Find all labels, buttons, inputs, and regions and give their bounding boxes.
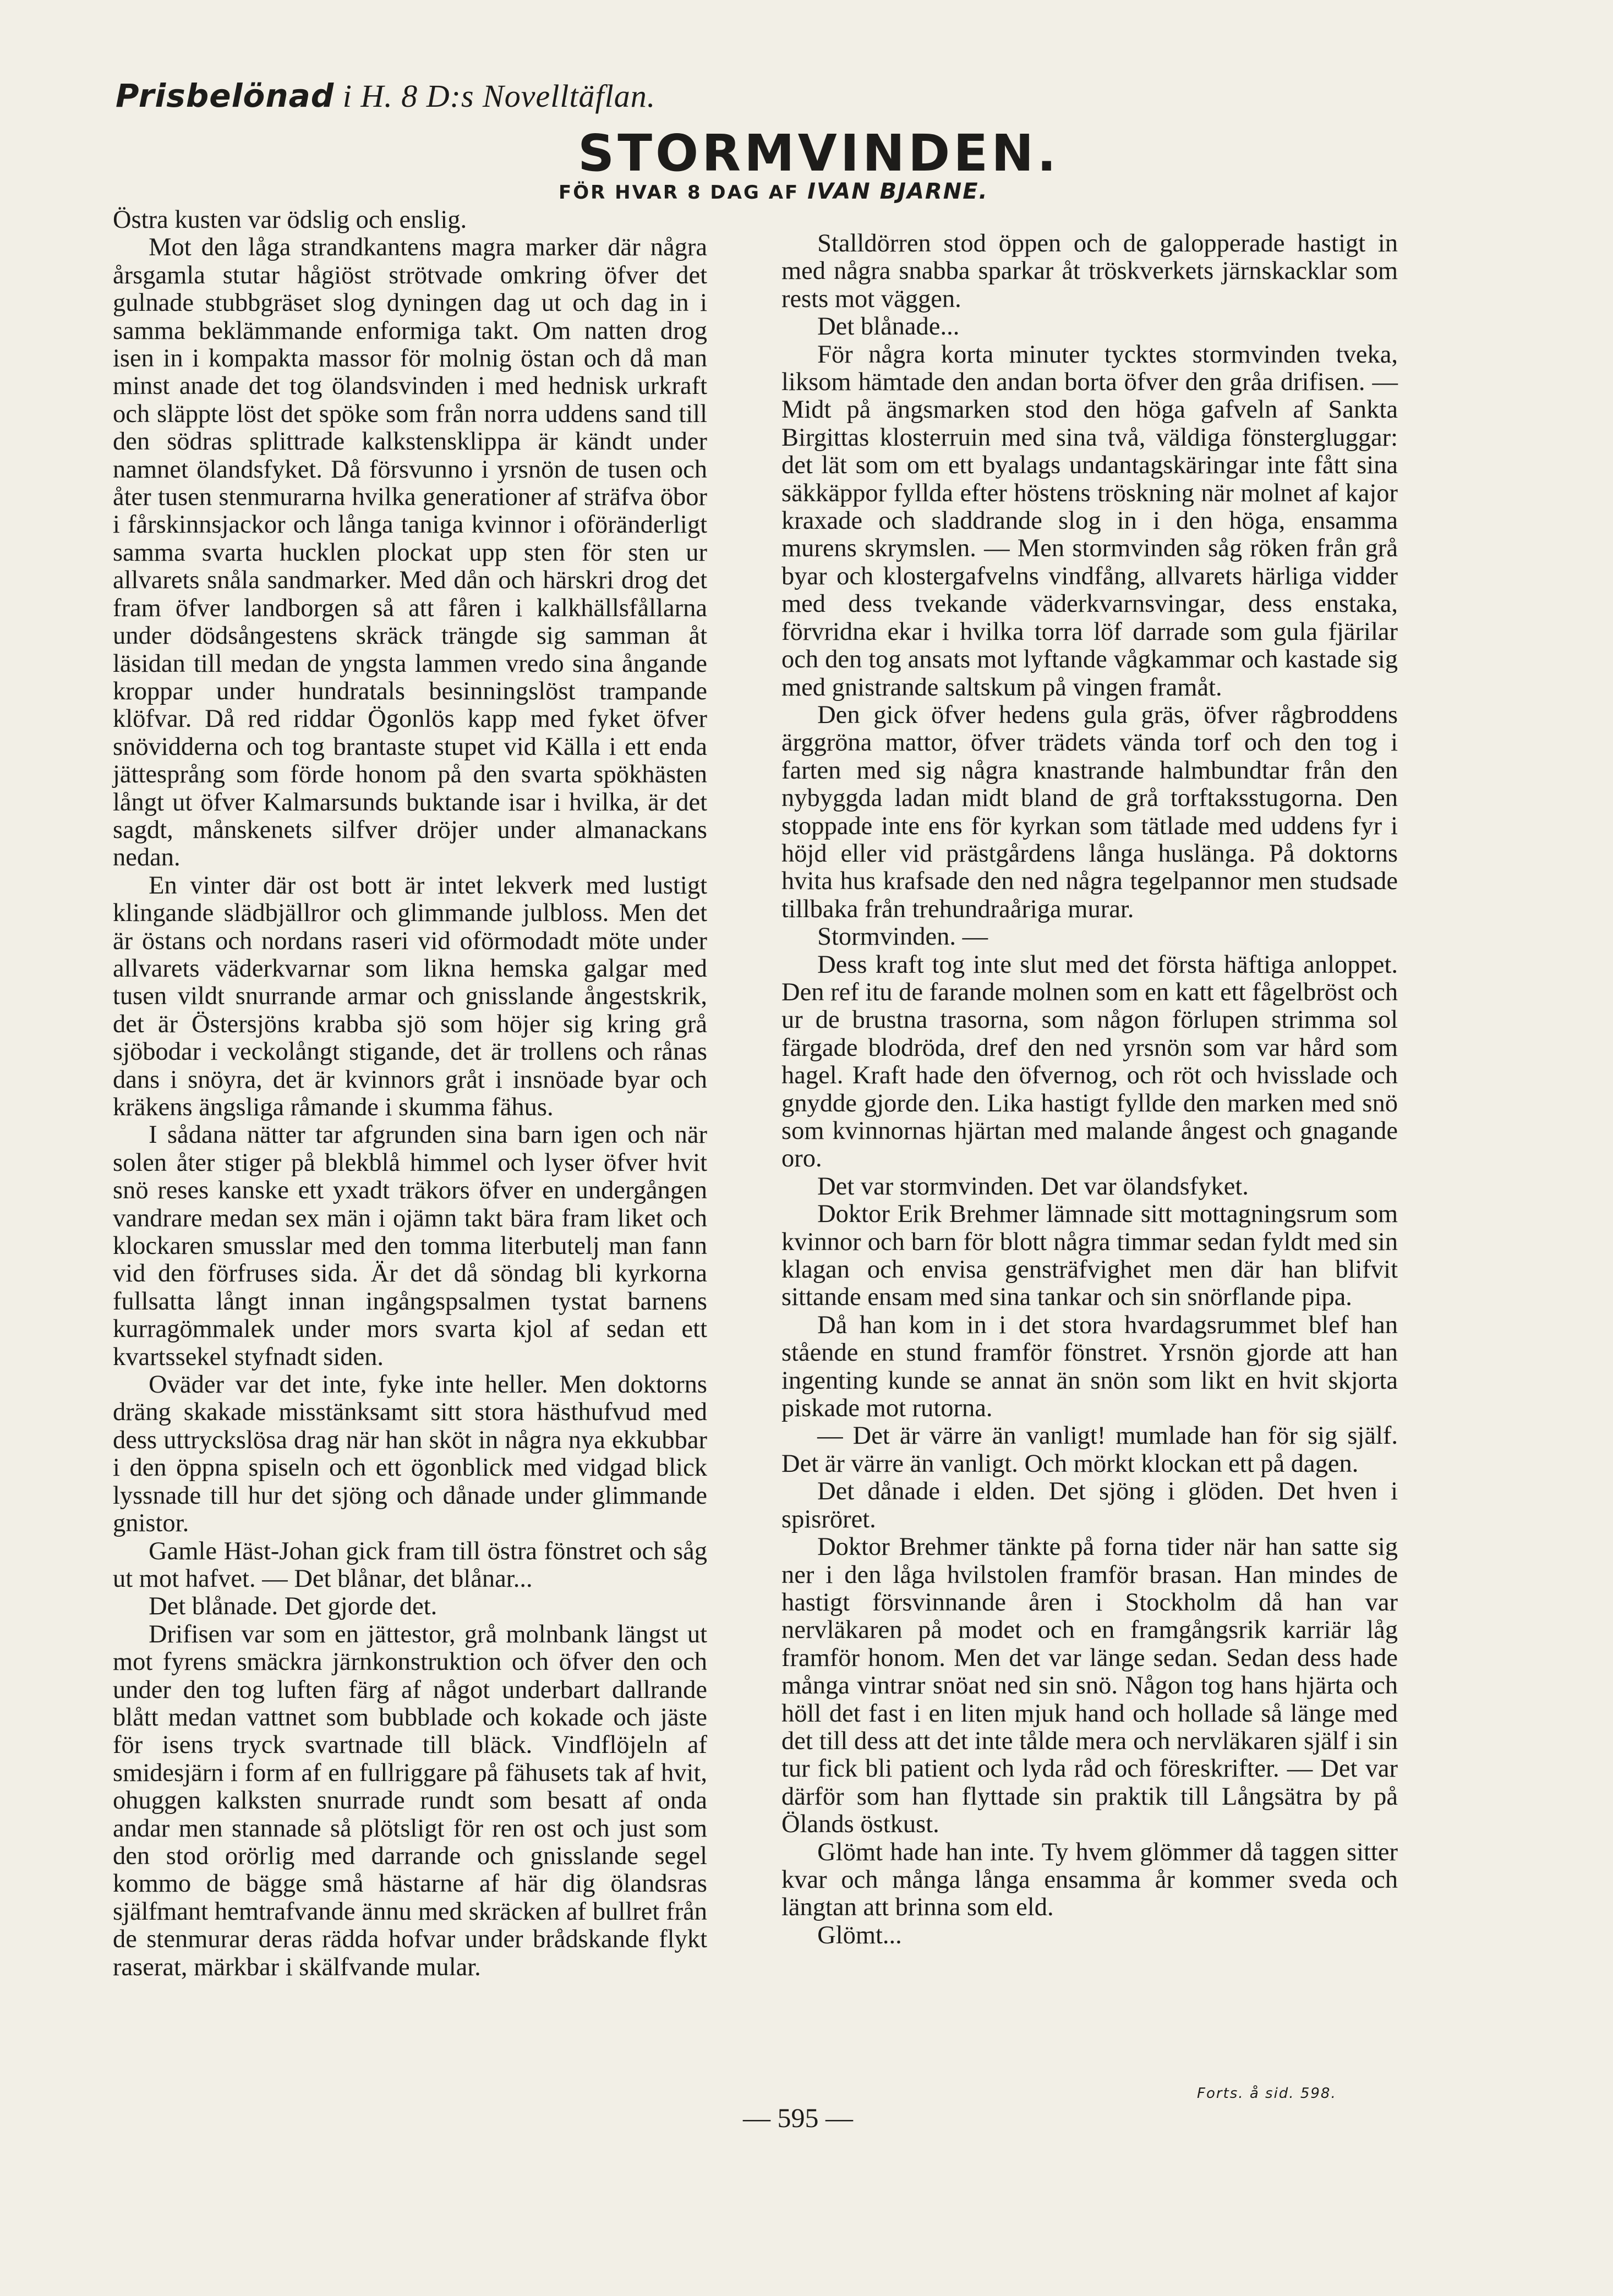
page-number: — 595 —: [743, 2102, 853, 2133]
paragraph: Då han kom in i det stora hvardagsrummet blef han stående en stund framför fönstret. Yrsnön gjorde att han ingenting kunde se annat än snön som likt en hvit skjorta piskade mot rutorna.: [781, 1311, 1398, 1423]
prize-label: Prisbelönad: [116, 77, 335, 114]
paragraph: Stalldörren stod öppen och de galopperade hastigt in med några snabba sparkar åt tröskverkets järnskacklar som rests mot väggen.: [781, 229, 1398, 313]
story-title: STORMVINDEN.: [578, 124, 1060, 183]
paragraph: En vinter där ost bott är intet lekverk med lustigt klingande slädbjällror och glimmande julbloss. Men det är östans och nordans raseri vid oförmodadt möte under allvarets väderkvarnar som likna hemska galgar med tusen vildt snurrande armar och gnisslande ångestskrik, det är Östersjöns krabba sjö som höjer sig kring grå sjöbodar i veckolångt stigande, det är trollens och rånas dans i snöyra, det är kvinnors gråt i insnöade byar och kräkens ängsliga råmande i skumma fähus.: [113, 871, 707, 1121]
paragraph: Drifisen var som en jättestor, grå molnbank längst ut mot fyrens smäckra järnkonstruktion och öfver den och under den tog luften färg af något underbart dallrande blått medan vattnet som bubblade och kokade och jäste för isens tryck svartnade till bläck. Vindflöjeln af smidesjärn i form af en fullriggare på fähusets tak af hvit, ohuggen kalksten snurrade rundt som besatt af onda andar men stannade så plötsligt för ren ost och just som den stod orörlig med darrande och gnisslande segel kommo de bägge små hästarne af här dig ölandsras själfmant hemtrafvande ännu med skräcken af bullret från de stenmurar deras rädda hofvar under brådskande flykt raserat, märkbar i skälfvande mular.: [113, 1620, 707, 1981]
paragraph: Den gick öfver hedens gula gräs, öfver rågbroddens ärggröna mattor, öfver trädets vända torf och den tog i farten med sig några knastrande halmbundtar från den nybyggda ladan midt bland de grå torftaksstugorna. Den stoppade inte ens för kyrkan som tätlade med uddens fyr i höjd eller vid prästgårdens långa huslänga. På doktorns hvita hus krafsade den ned några tegelpannor men studsade tillbaka från trehundraåriga murar.: [781, 700, 1398, 923]
paragraph: Det blånade...: [817, 313, 960, 341]
paragraph: Glömt...: [817, 1921, 902, 1949]
paragraph: Det var stormvinden. Det var ölandsfyket.: [817, 1172, 1249, 1201]
paragraph: Doktor Brehmer tänkte på forna tider när han satte sig ner i den låga hvilstolen framför brasan. Han mindes de hastigt försvinnande åren i Stockholm då han var nervläkaren på modet och en framgångsrik karriär låg framför honom. Men det var länge sedan. Sedan dess hade många vintrar snöat ned sin snö. Någon tog hans hjärta och höll det fast i en liten mjuk hand och hollade så länge med det till dess att det inte tålde mera och nervläkaren själf i sin tur fick bli patient och lyda råd och föreskrifter. — Det var därför som han flyttade sin praktik till Långsätra by på Ölands östkust.: [781, 1533, 1398, 1839]
byline-prefix: FÖR HVAR 8 DAG AF: [559, 182, 800, 204]
paragraph: I sådana nätter tar afgrunden sina barn igen och när solen åter stiger på blekblå himmel och lyser öfver hvit snö reses kanske ett yxadt träkors öfver en undergången vandrare medan sex män i ojämn takt bära fram liket och klockaren smusslar med den tomma literbutelj man fann vid den förfruses sida. Är det då söndag bli kyrkorna fullsatta långt innan ingångspsalmen tystat barnens kurragömmalek under mors svarta kjol af sedan ett kvartssekel styfnadt siden.: [113, 1121, 707, 1371]
paragraph: Oväder var det inte, fyke inte heller. Men doktorns dräng skakade misstänksamt sitt stora hästhufvud med dess uttryckslösa drag när han sköt in några nya ekkubbar i den öppna spiseln och ett ögonblick med vidgad blick lyssnade till hur det sjöng och dånade under glimmande gnistor.: [113, 1371, 707, 1538]
paragraph: Doktor Erik Brehmer lämnade sitt mottagningsrum som kvinnor och barn för blott några timmar sedan fyldt med sin klagan och envisa gensträfvighet men där han blifvit sittande ensam med sina tankar och sin snörflande pipa.: [781, 1200, 1398, 1312]
byline: [559, 179, 1335, 204]
paragraph: Dess kraft tog inte slut med det första häftiga anloppet. Den ref itu de farande molnen som en katt ett fågelbröst och ur de brustna trasorna, som någon förlupen strimma sol färgade blodröda, dref den ned yrsnön som var hård som hagel. Kraft hade den öfvernog, och röt och hvisslade och gnydde gjorde den. Lika hastigt fyllde den marken med snö som kvinnornas hjärtan med malande ångest och gnagande oro.: [781, 950, 1398, 1173]
author-name: IVAN BJARNE.: [807, 179, 988, 204]
running-head: [116, 77, 655, 114]
paragraph: Gamle Häst-Johan gick fram till östra fönstret och såg ut mot hafvet. — Det blånar, det blånar...: [113, 1537, 707, 1593]
paragraph: Mot den låga strandkantens magra marker där några årsgamla stutar hågiöst strötvade omkring öfver det gulnade stubbgräset slog dyningen dag ut och dag in i samma beklämmande enformiga takt. Om natten drog isen in i kompakta massor för molnig östan och då man minst anade det tog ölandsvinden i med hednisk urkraft och släppte löst det spöke som från norra uddens sand till den södras splittrade kalkstensklippa är kändt under namnet ölandsfyket. Då försvunno i yrsnön de tusen och åter tusen stenmurarna hvilka generationer af sträfva öbor i fårskinnsjackor och långa taniga kvinnor i oföränderligt samma svarta hucklen plockat upp sten för sten ur allvarets snåla sandmarker. Med dån och härskri drog det fram öfver landborgen så att fåren i kalkhällsfållarna under dödsångestens skräck trängde sig samman åt läsidan till medan de yngsta lammen vredo sina ångande kroppar under hundratals besinningslöst trampande klöfvar. Då red riddar Ögonlös kapp med fyket öfver snövidderna och tog brantaste stupet vid Källa i ett enda jättesprång som förde honom på den svarta spökhästen långt ut öfver Kalmarsunds buktande isar i hvilka, är det sagdt, månskenets silfver dröjer under almanackans nedan.: [113, 233, 707, 872]
paragraph: Det dånade i elden. Det sjöng i glöden. Det hven i spisröret.: [781, 1477, 1398, 1533]
paragraph: Stormvinden. —: [817, 923, 988, 951]
right-column: [781, 230, 1398, 1949]
running-head-rest: i H. 8 D:s Novelltäflan.: [342, 78, 656, 114]
paragraph: Östra kusten var ödslig och enslig.: [113, 206, 467, 234]
paragraph: Glömt hade han inte. Ty hvem glömmer då taggen sitter kvar och många långa ensamma år kommer sveda och längtan att brinna som eld.: [781, 1838, 1398, 1922]
paragraph: För några korta minuter tycktes stormvinden tveka, liksom hämtade den andan borta öfver den gråa drifisen. — Midt på ängsmarken stod den höga gafveln af Sankta Birgittas klosterruin med sina två, väldiga fönstergluggar: det lät som om ett byalags undantagskäringar inte fått sina säkkäppor fyllda efter höstens tröskning när molnet af kajor kraxade och sladdrande slog in i den höga, ensamma murens skrymslen. — Men stormvinden såg röken från grå byar och klostergafvelns vindfång, allvarets härliga vidder med dess tvekande väderkvarnsvingar, dess enstaka, förvridna ekar i hvilka torra löf darrade som gula fjärilar och den tog ansats mot lyftande vågkammar och kastade sig med gnistrande saltskum på vingen framåt.: [781, 340, 1398, 702]
continued-note: Forts. å sid. 598.: [1197, 2085, 1337, 2102]
paragraph: — Det är värre än vanligt! mumlade han för sig själf. Det är värre än vanligt. Och mörkt klockan ett på dagen.: [781, 1422, 1398, 1478]
left-column: [113, 206, 707, 1981]
paragraph: Det blånade. Det gjorde det.: [149, 1592, 438, 1621]
